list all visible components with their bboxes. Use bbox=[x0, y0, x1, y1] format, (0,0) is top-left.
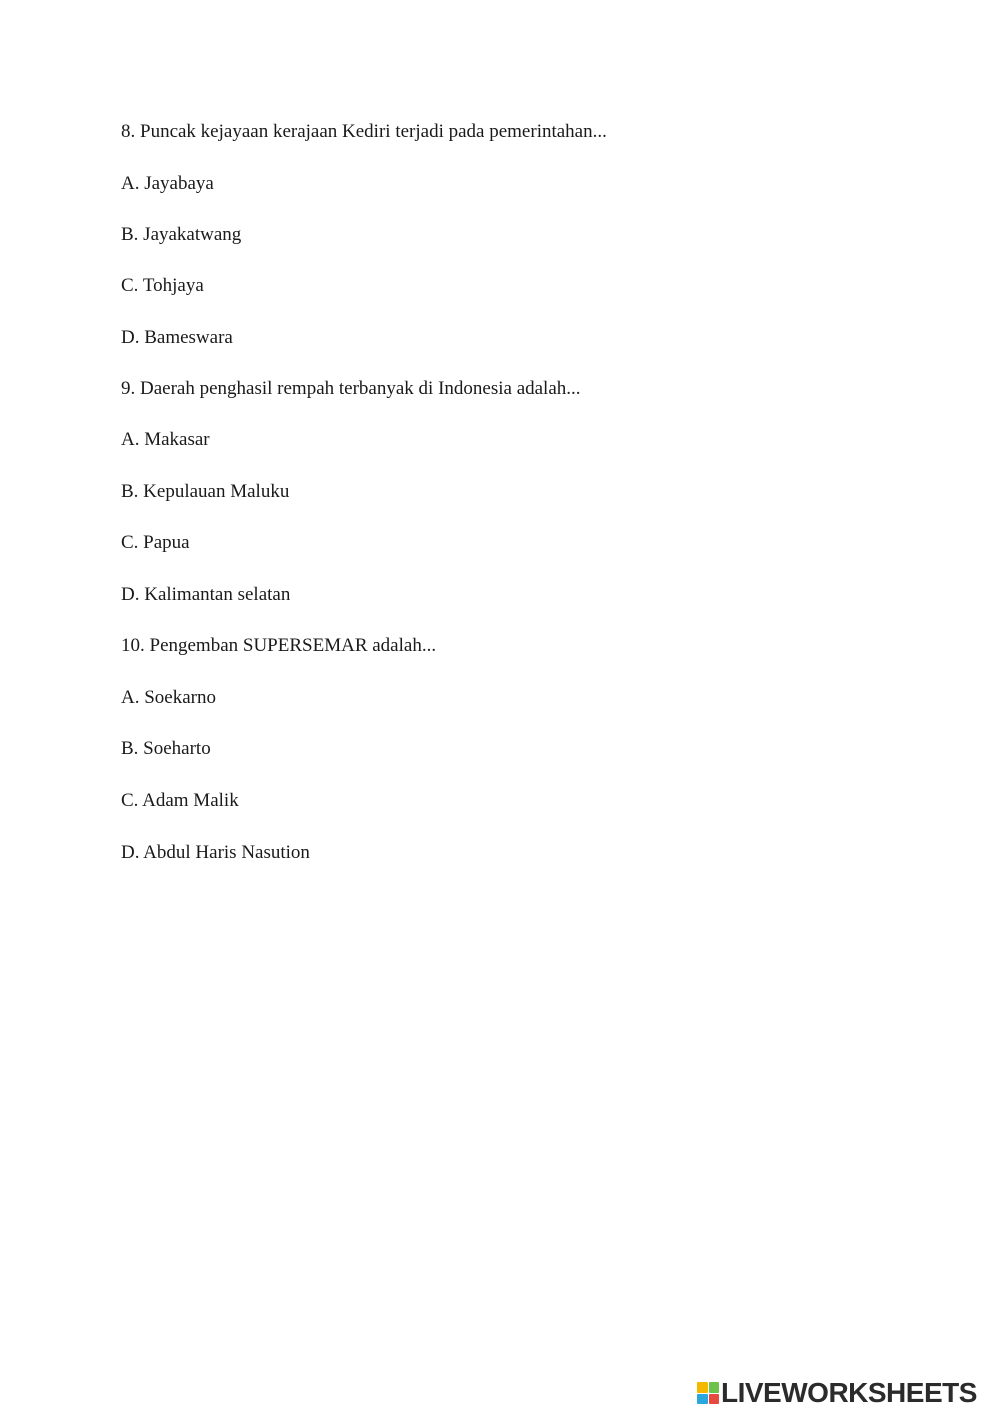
question-8-option-d[interactable]: D. Bameswara bbox=[121, 327, 233, 348]
question-9-option-b[interactable]: B. Kepulauan Maluku bbox=[121, 481, 290, 502]
question-10-option-a[interactable]: A. Soekarno bbox=[121, 687, 216, 708]
question-8-prompt: 8. Puncak kejayaan kerajaan Kediri terjadi pada pemerintahan... bbox=[121, 121, 607, 142]
question-8-option-b[interactable]: B. Jayakatwang bbox=[121, 224, 242, 245]
question-8-option-c[interactable]: C. Tohjaya bbox=[121, 275, 204, 296]
question-10-prompt: 10. Pengemban SUPERSEMAR adalah... bbox=[121, 635, 437, 656]
liveworksheets-logo[interactable] bbox=[697, 1379, 977, 1407]
logo-square-3 bbox=[697, 1394, 708, 1405]
question-10-option-c[interactable]: C. Adam Malik bbox=[121, 790, 239, 811]
question-9-option-c[interactable]: C. Papua bbox=[121, 532, 190, 553]
question-9-prompt: 9. Daerah penghasil rempah terbanyak di Indonesia adalah... bbox=[121, 378, 581, 399]
question-10-option-b[interactable]: B. Soeharto bbox=[121, 738, 211, 759]
question-8-option-a[interactable]: A. Jayabaya bbox=[121, 173, 214, 194]
question-10-option-d[interactable]: D. Abdul Haris Nasution bbox=[121, 842, 310, 863]
logo-square-1 bbox=[697, 1382, 708, 1393]
question-9-option-d[interactable]: D. Kalimantan selatan bbox=[121, 584, 291, 605]
liveworksheets-brand-text: LIVEWORKSHEETS bbox=[721, 1377, 977, 1408]
question-9-option-a[interactable]: A. Makasar bbox=[121, 429, 210, 450]
logo-square-2 bbox=[709, 1382, 720, 1393]
logo-square-4 bbox=[709, 1394, 720, 1405]
liveworksheets-logo-icon bbox=[697, 1382, 719, 1404]
